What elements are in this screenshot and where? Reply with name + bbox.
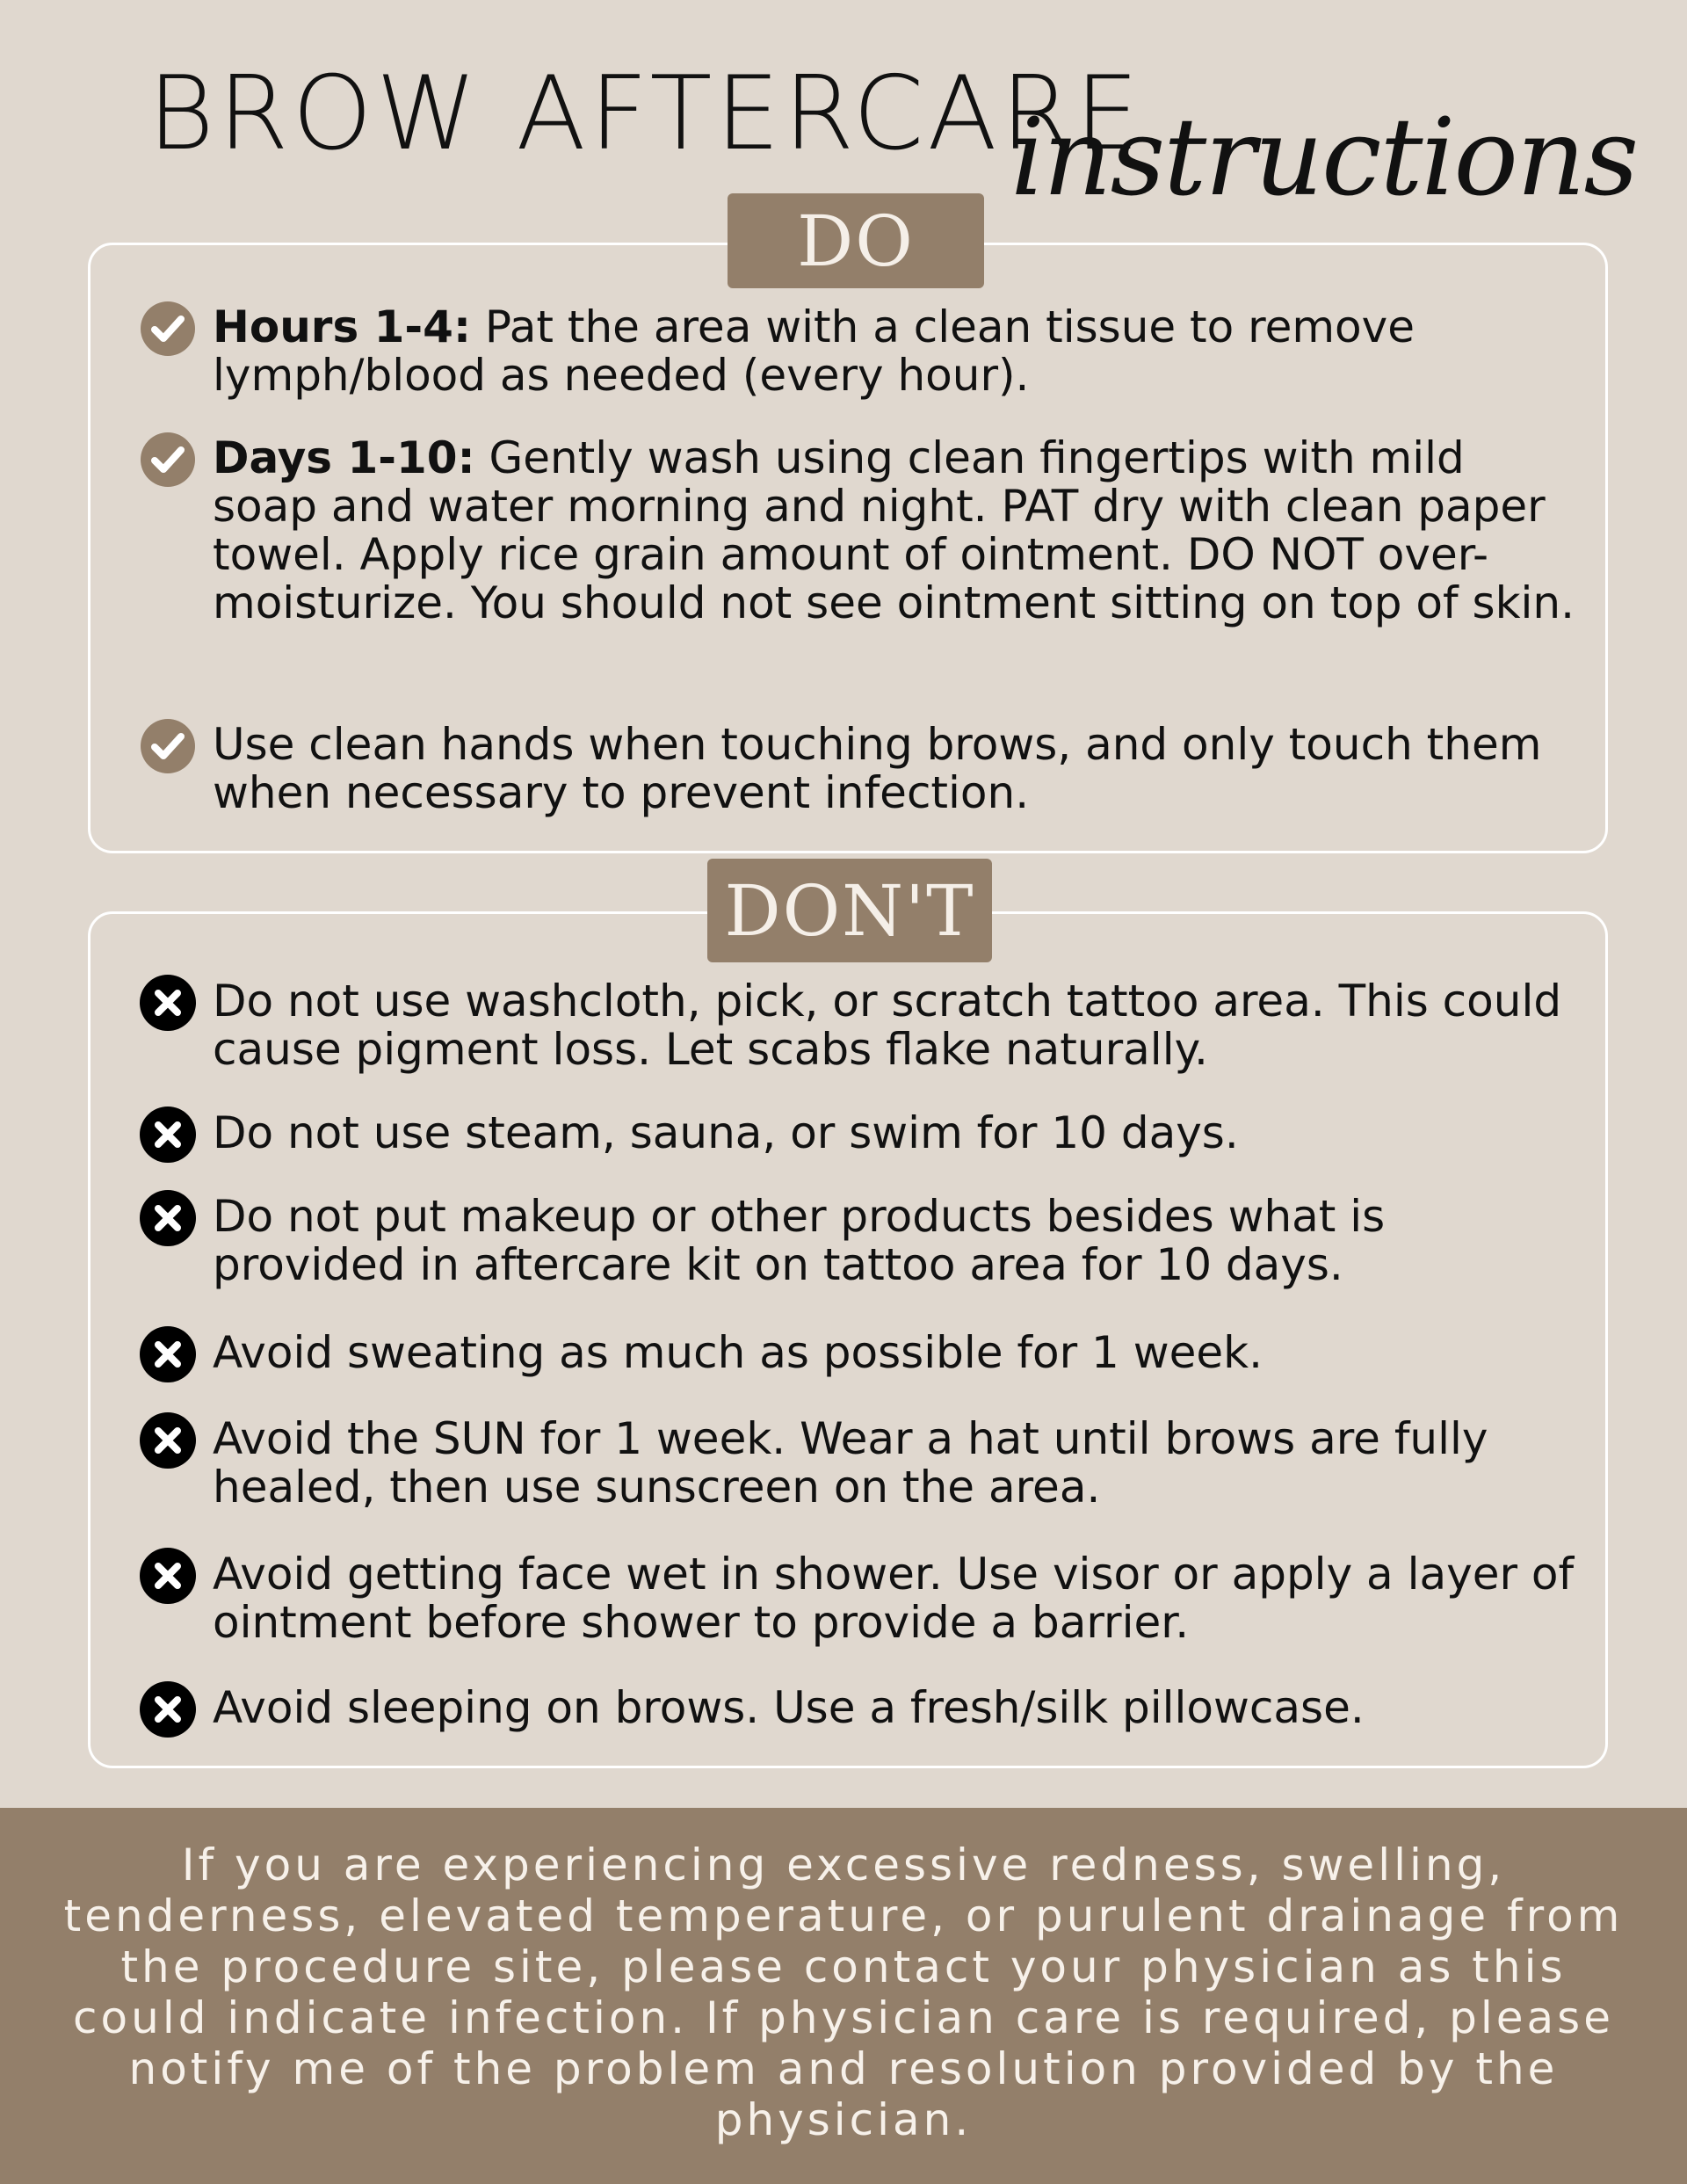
do-item bbox=[139, 434, 1580, 628]
do-item-text: Gently wash using clean fingertips with mild soap and water morning and night. PAT dry with clean paper towel. Apply rice grain amount of ointment. DO NOT over-moisturize. You should not see ointment sitting on top of skin. bbox=[213, 432, 1575, 628]
dont-item-text: Do not use steam, sauna, or swim for 10 days. bbox=[213, 1107, 1239, 1158]
dont-item bbox=[139, 1684, 1580, 1738]
dont-item-text: Do not use washcloth, pick, or scratch tattoo area. This could cause pigment loss. Let scabs flake naturally. bbox=[213, 976, 1562, 1075]
page-title: BROW AFTERCARE bbox=[148, 54, 1143, 173]
x-circle-icon bbox=[139, 1189, 197, 1247]
dont-item bbox=[139, 977, 1580, 1074]
x-circle-icon bbox=[139, 1547, 197, 1605]
dont-item bbox=[139, 1550, 1580, 1647]
dont-item-text: Avoid the SUN for 1 week. Wear a hat until brows are fully healed, then use sunscreen on the area. bbox=[213, 1413, 1488, 1513]
dont-item bbox=[139, 1415, 1580, 1512]
dont-item-text: Avoid getting face wet in shower. Use visor or apply a layer of ointment before shower to provide a barrier. bbox=[213, 1549, 1575, 1648]
check-circle-icon bbox=[139, 300, 197, 358]
do-section-label: DO bbox=[728, 193, 984, 288]
check-circle-icon bbox=[139, 431, 197, 489]
do-item-text: Use clean hands when touching brows, and only touch them when necessary to prevent infection. bbox=[213, 719, 1542, 818]
do-item-text: Pat the area with a clean tissue to remove lymph/blood as needed (every hour). bbox=[213, 301, 1415, 401]
do-item bbox=[139, 721, 1580, 817]
page-title-script: instructions bbox=[1010, 95, 1638, 220]
dont-item-text: Do not put makeup or other products besides what is provided in aftercare kit on tattoo area for 10 days. bbox=[213, 1191, 1386, 1290]
x-circle-icon bbox=[139, 1325, 197, 1383]
x-circle-icon bbox=[139, 1411, 197, 1469]
footer-disclaimer: If you are experiencing excessive redness, swelling, tenderness, elevated temperature, or purulent drainage from the procedure site, please contact your physician as this could indicate infection. If physician care is required, please notify me of the problem and resolution provided by the physician. bbox=[63, 1839, 1624, 2145]
do-item-heading: Hours 1-4: bbox=[213, 301, 471, 352]
dont-item-text: Avoid sweating as much as possible for 1 week. bbox=[213, 1327, 1263, 1378]
do-item bbox=[139, 303, 1580, 400]
x-circle-icon bbox=[139, 1106, 197, 1164]
dont-item-text: Avoid sleeping on brows. Use a fresh/silk pillowcase. bbox=[213, 1682, 1365, 1733]
dont-section-label: DON'T bbox=[707, 859, 992, 962]
dont-item bbox=[139, 1109, 1580, 1164]
check-circle-icon bbox=[139, 717, 197, 775]
dont-item bbox=[139, 1329, 1580, 1383]
do-item-heading: Days 1-10: bbox=[213, 432, 475, 483]
x-circle-icon bbox=[139, 1680, 197, 1738]
x-circle-icon bbox=[139, 974, 197, 1032]
dont-item bbox=[139, 1193, 1580, 1289]
